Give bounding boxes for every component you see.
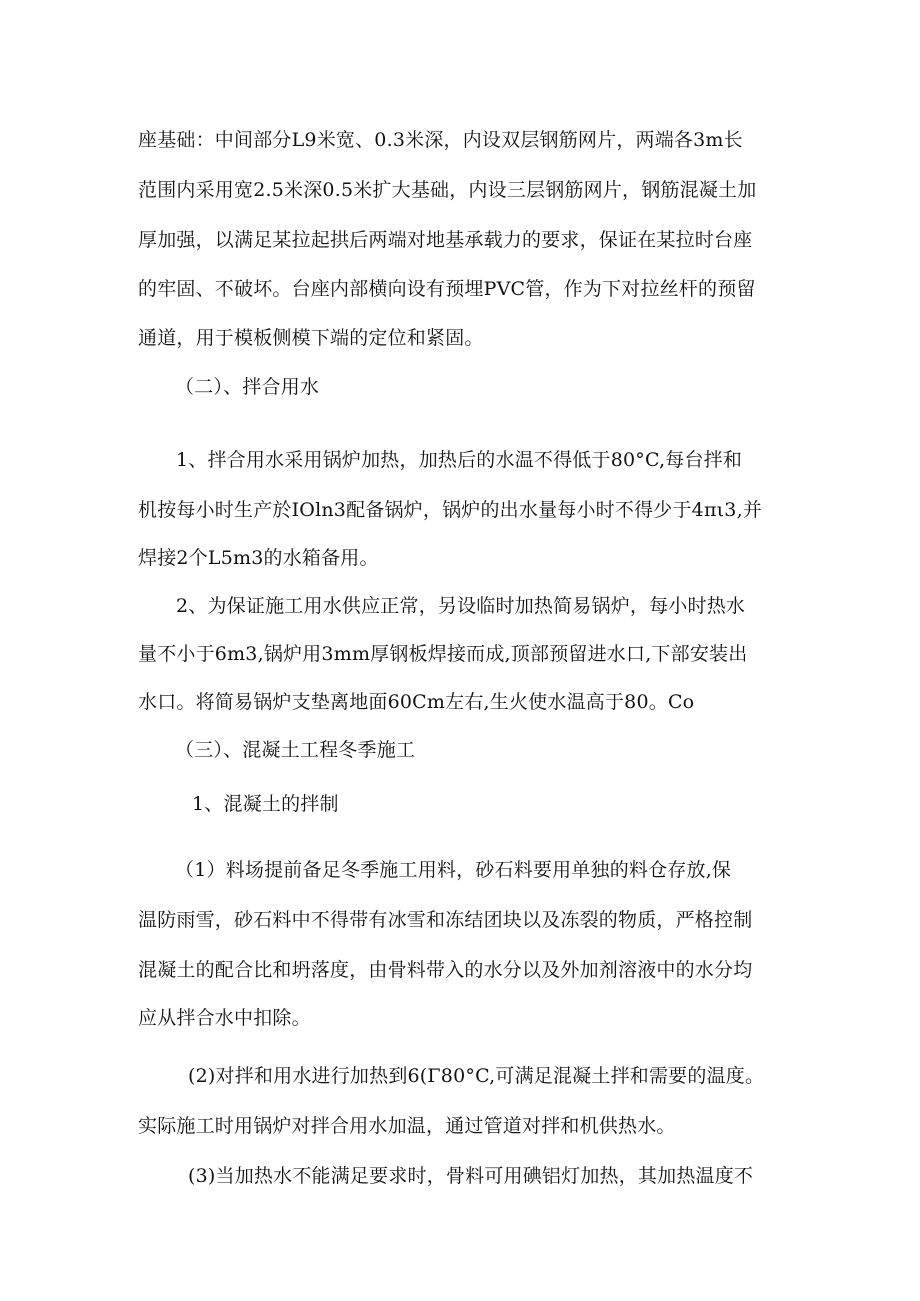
paragraph-6-line-1: (3)当加热水不能满足要求时，骨料可用碘铝灯加热，其加热温度不 [188,1165,754,1187]
paragraph-3-line-1: 2、为保证施工用水供应正常，另设临时加热简易锅炉，每小时热水 [176,595,746,617]
paragraph-3-line-2: 量不小于6m3,锅炉用3mm厚钢板焊接而成,顶部预留进水口,下部安装出 [138,643,748,665]
paragraph-1-line-4: 的牢固、不破坏。台座内部横向设有预埋PVC管，作为下对拉丝杆的预留 [138,278,756,300]
paragraph-4-line-4: 应从拌合水中扣除。 [138,1007,311,1029]
paragraph-1-line-3: 厚加强，以满足某拉起拱后两端对地基承载力的要求，保证在某拉时台座 [138,229,753,251]
paragraph-3-line-3: 水口。将简易锅炉支垫离地面60Cm左右,生火使水温高于80。Co [138,691,695,713]
section-heading-2: （二）、拌合用水 [175,376,320,398]
paragraph-2-line-1: 1、拌合用水采用锅炉加热，加热后的水温不得低于80°C,每台拌和 [176,449,743,471]
paragraph-2-line-2: 机按每小时生产於IOln3配备锅炉，锅炉的出水量每小时不得少于4πι3,并 [138,499,763,521]
paragraph-1-line-5: 通道，用于模板侧模下端的定位和紧固。 [138,327,484,349]
paragraph-4-line-2: 温防雨雪，砂石料中不得带有冰雪和冻结团块以及冻裂的物质，严格控制 [138,909,753,931]
paragraph-2-line-3: 焊接2个L5m3的水箱备用。 [138,547,379,569]
paragraph-4-line-3: 混凝土的配合比和坍落度，由骨料带入的水分以及外加剂溶液中的水分均 [138,959,753,981]
paragraph-1-line-2: 范围内采用宽2.5米深0.5米扩大基础，内设三层钢筋网片，钢筋混凝土加 [138,179,757,201]
paragraph-5-line-1: (2)对拌和用水进行加热到6(Γ80°C,可满足混凝土拌和需要的温度。 [188,1065,765,1087]
paragraph-5-line-2: 实际施工时用锅炉对拌合用水加温，通过管道对拌和机供热水。 [138,1115,676,1137]
section-heading-3: （三）、混凝土工程冬季施工 [175,739,416,761]
subsection-heading-3-1: 1、混凝土的拌制 [192,793,339,815]
paragraph-1-line-1: 座基础：中间部分L9米宽、0.3米深，内设双层钢筋网片，两端各3m长 [138,129,743,151]
paragraph-4-line-1: （1）料场提前备足冬季施工用料，砂石料要用单独的料仓存放,保 [175,859,732,881]
